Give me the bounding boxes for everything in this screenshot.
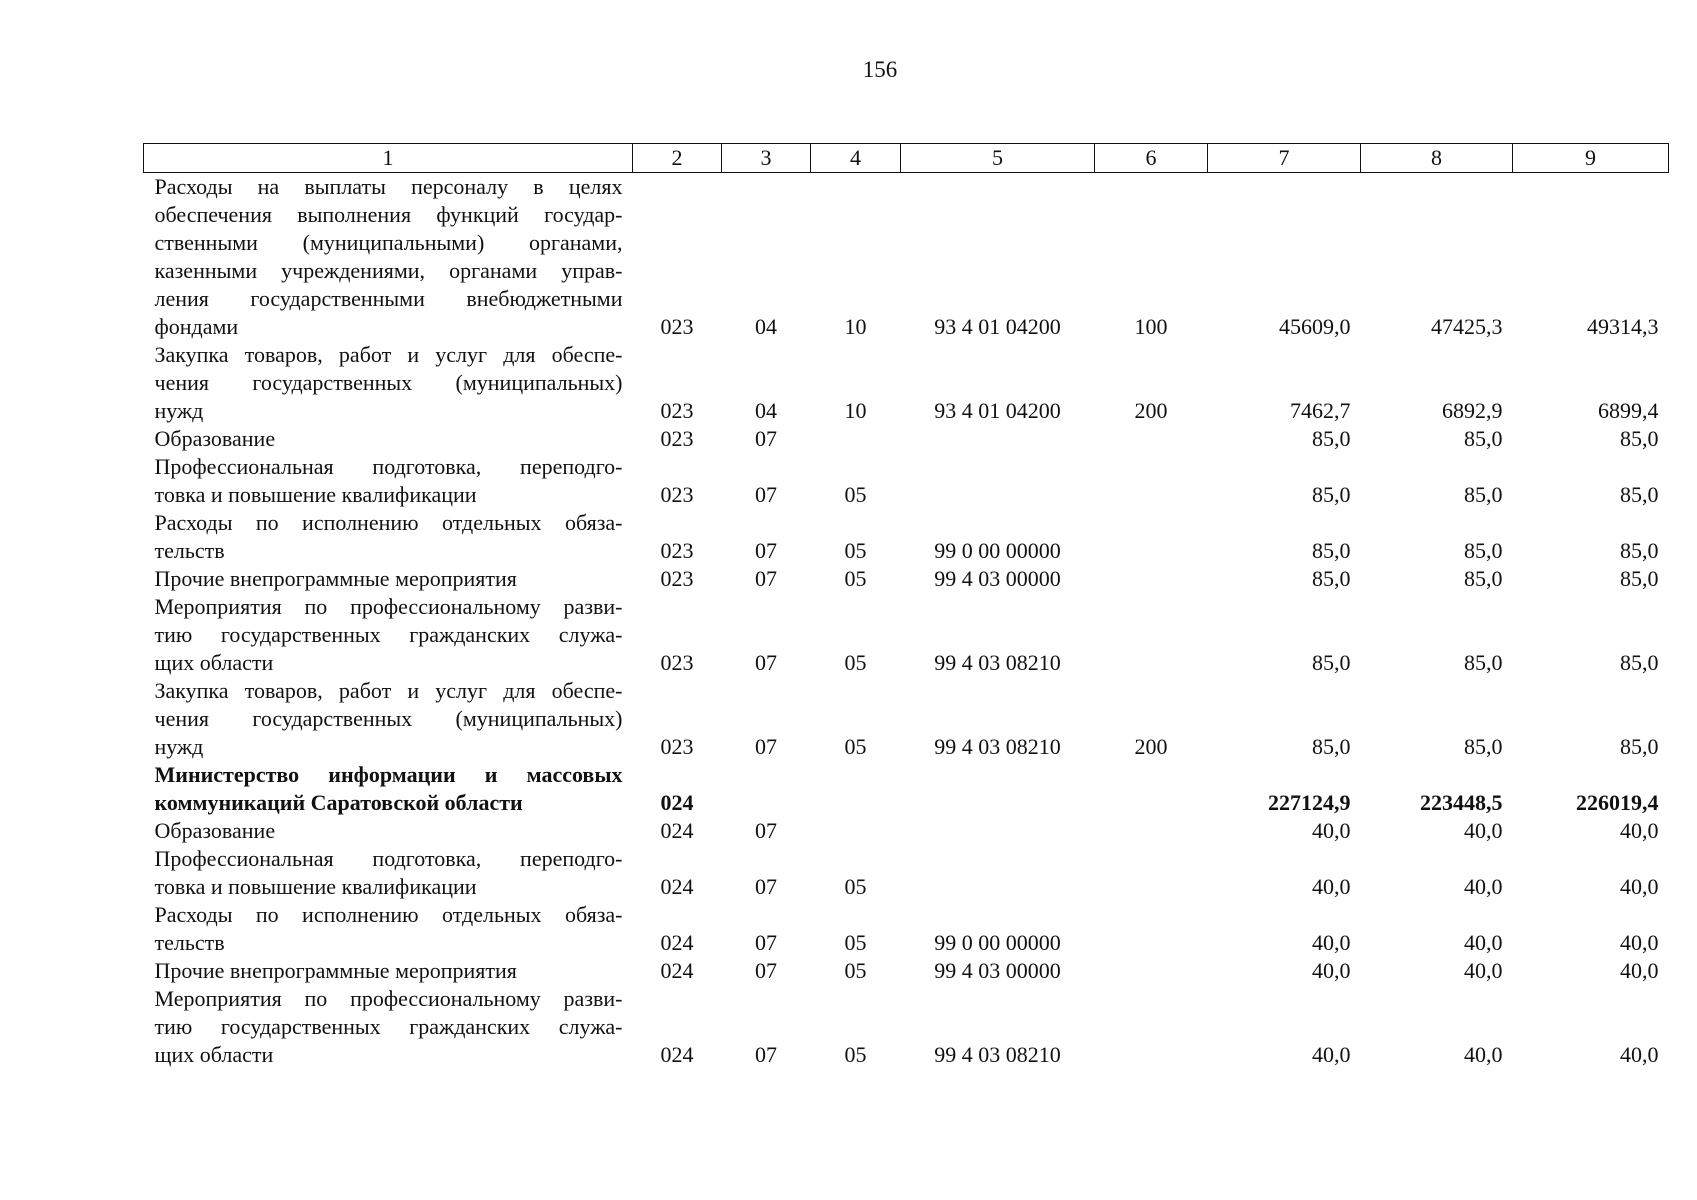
row-name xyxy=(144,565,633,593)
section-code: 07 xyxy=(755,566,777,591)
amount-col-7: 85,0 xyxy=(1312,566,1351,591)
ministry-code: 023 xyxy=(660,650,694,675)
row-name-line: Закупка товаров, работ и услуг для обеспе- xyxy=(154,342,623,367)
section-code: 07 xyxy=(755,426,777,451)
row-name-line: тию государственных гражданских служа- xyxy=(154,1014,623,1039)
row-name xyxy=(144,985,633,1069)
row-name-line: Расходы по исполнению отдельных обяза- xyxy=(154,510,623,535)
column-header-5: 5 xyxy=(901,144,1095,173)
ministry-code: 024 xyxy=(660,874,694,899)
row-name-line: тию государственных гражданских служа- xyxy=(154,622,623,647)
row-name xyxy=(144,761,633,817)
subsection-code: 05 xyxy=(844,566,867,591)
ministry-code: 023 xyxy=(660,426,694,451)
subsection-code xyxy=(811,761,901,817)
header-row xyxy=(144,144,1669,173)
row-name-line: Мероприятия по профессиональному разви- xyxy=(154,594,623,619)
row-name-line: Расходы по исполнению отдельных обяза- xyxy=(154,902,623,927)
amount-col-9: 40,0 xyxy=(1620,930,1659,955)
amount-col-8: 40,0 xyxy=(1464,958,1503,983)
target-article-code: 99 4 03 08210 xyxy=(934,650,1061,675)
target-article-code: 99 4 03 08210 xyxy=(934,734,1061,759)
table-row xyxy=(144,425,1669,453)
target-article-code xyxy=(901,845,1095,901)
subsection-code xyxy=(811,817,901,845)
column-header-2: 2 xyxy=(633,144,722,173)
target-article-code: 99 0 00 00000 xyxy=(934,538,1061,563)
section-code: 07 xyxy=(755,482,777,507)
row-name xyxy=(144,341,633,425)
target-article-code: 99 4 03 00000 xyxy=(934,566,1061,591)
budget-table xyxy=(143,143,1669,1069)
expense-type-code xyxy=(1095,817,1208,845)
row-name-line: нужд xyxy=(154,398,204,423)
amount-col-9: 49314,3 xyxy=(1587,314,1659,339)
amount-col-8: 6892,9 xyxy=(1442,398,1503,423)
expense-type-code xyxy=(1095,509,1208,565)
table-row xyxy=(144,565,1669,593)
amount-col-8: 85,0 xyxy=(1464,426,1503,451)
expense-type-code xyxy=(1095,845,1208,901)
table-row xyxy=(144,173,1669,342)
amount-col-9: 6899,4 xyxy=(1598,398,1659,423)
amount-col-7: 7462,7 xyxy=(1290,398,1351,423)
row-name-line: тельств xyxy=(154,930,225,955)
subsection-code xyxy=(811,425,901,453)
column-header-9: 9 xyxy=(1513,144,1669,173)
row-name-line: Образование xyxy=(154,818,276,843)
amount-col-7: 40,0 xyxy=(1312,930,1351,955)
row-name-line: казенными учреждениями, органами управ- xyxy=(154,258,623,283)
row-name-line: Профессиональная подготовка, переподго- xyxy=(154,454,623,479)
row-name xyxy=(144,509,633,565)
row-name-line: Расходы на выплаты персоналу в целях xyxy=(154,174,623,199)
expense-type-code: 100 xyxy=(1134,314,1168,339)
row-name xyxy=(144,593,633,677)
section-code: 07 xyxy=(755,874,777,899)
row-name-line: ления государственными внебюджетными xyxy=(154,286,623,311)
subsection-code: 05 xyxy=(844,874,867,899)
table-row xyxy=(144,845,1669,901)
target-article-code xyxy=(901,761,1095,817)
column-header-6: 6 xyxy=(1095,144,1208,173)
target-article-code xyxy=(901,817,1095,845)
expense-type-code xyxy=(1095,565,1208,593)
row-name-line: Профессиональная подготовка, переподго- xyxy=(154,846,623,871)
section-code: 07 xyxy=(755,1042,777,1067)
row-name xyxy=(144,677,633,761)
amount-col-8: 85,0 xyxy=(1464,734,1503,759)
table-row xyxy=(144,761,1669,817)
expense-type-code xyxy=(1095,957,1208,985)
section-code: 07 xyxy=(755,538,777,563)
amount-col-9: 40,0 xyxy=(1620,874,1659,899)
amount-col-8: 40,0 xyxy=(1464,930,1503,955)
amount-col-7: 40,0 xyxy=(1312,874,1351,899)
row-name-line: Закупка товаров, работ и услуг для обеспе- xyxy=(154,678,623,703)
amount-col-7: 227124,9 xyxy=(1268,790,1351,815)
amount-col-9: 85,0 xyxy=(1620,650,1659,675)
ministry-code: 023 xyxy=(660,734,694,759)
amount-col-8: 40,0 xyxy=(1464,818,1503,843)
row-name xyxy=(144,453,633,509)
section-code: 07 xyxy=(755,958,777,983)
row-name xyxy=(144,957,633,985)
target-article-code xyxy=(901,453,1095,509)
row-name-line: фондами xyxy=(154,314,239,339)
table-row xyxy=(144,677,1669,761)
row-name-line: щих области xyxy=(154,1042,274,1067)
amount-col-7: 45609,0 xyxy=(1279,314,1351,339)
amount-col-8: 85,0 xyxy=(1464,538,1503,563)
amount-col-8: 85,0 xyxy=(1464,650,1503,675)
expense-type-code: 200 xyxy=(1134,398,1168,423)
amount-col-8: 47425,3 xyxy=(1431,314,1503,339)
column-header-4: 4 xyxy=(811,144,901,173)
amount-col-7: 85,0 xyxy=(1312,482,1351,507)
row-name-line: коммуникаций Саратовской области xyxy=(154,790,523,815)
amount-col-9: 85,0 xyxy=(1620,426,1659,451)
column-header-3: 3 xyxy=(722,144,811,173)
page-number: 156 xyxy=(862,57,898,82)
amount-col-8: 85,0 xyxy=(1464,566,1503,591)
amount-col-9: 226019,4 xyxy=(1576,790,1659,815)
amount-col-7: 85,0 xyxy=(1312,538,1351,563)
amount-col-8: 40,0 xyxy=(1464,1042,1503,1067)
subsection-code: 05 xyxy=(844,958,867,983)
expense-type-code: 200 xyxy=(1134,734,1168,759)
ministry-code: 023 xyxy=(660,538,694,563)
section-code: 07 xyxy=(755,734,777,759)
expense-type-code xyxy=(1095,425,1208,453)
row-name xyxy=(144,817,633,845)
table-row xyxy=(144,957,1669,985)
row-name xyxy=(144,173,633,342)
subsection-code: 05 xyxy=(844,734,867,759)
amount-col-9: 85,0 xyxy=(1620,482,1659,507)
column-header-7: 7 xyxy=(1208,144,1361,173)
ministry-code: 024 xyxy=(660,818,694,843)
amount-col-7: 40,0 xyxy=(1312,958,1351,983)
amount-col-9: 85,0 xyxy=(1620,566,1659,591)
subsection-code: 05 xyxy=(844,538,867,563)
row-name xyxy=(144,425,633,453)
expense-type-code xyxy=(1095,761,1208,817)
ministry-code: 023 xyxy=(660,398,694,423)
row-name-line: Прочие внепрограммные мероприятия xyxy=(154,958,517,983)
subsection-code: 10 xyxy=(844,398,867,423)
ministry-code: 023 xyxy=(660,314,694,339)
subsection-code: 10 xyxy=(844,314,867,339)
amount-col-9: 40,0 xyxy=(1620,1042,1659,1067)
row-name-line: тельств xyxy=(154,538,225,563)
row-name-line: щих области xyxy=(154,650,274,675)
subsection-code: 05 xyxy=(844,650,867,675)
ministry-code: 024 xyxy=(660,958,694,983)
row-name-line: Образование xyxy=(154,426,276,451)
amount-col-8: 40,0 xyxy=(1464,874,1503,899)
ministry-code: 023 xyxy=(660,482,694,507)
column-header-1: 1 xyxy=(144,144,633,173)
table-body xyxy=(144,173,1669,1070)
expense-type-code xyxy=(1095,453,1208,509)
table-row xyxy=(144,985,1669,1069)
target-article-code: 99 0 00 00000 xyxy=(934,930,1061,955)
table-row xyxy=(144,509,1669,565)
section-code: 07 xyxy=(755,930,777,955)
expense-type-code xyxy=(1095,901,1208,957)
row-name xyxy=(144,845,633,901)
section-code xyxy=(722,761,811,817)
target-article-code: 99 4 03 00000 xyxy=(934,958,1061,983)
table-row xyxy=(144,593,1669,677)
row-name-line: чения государственных (муниципальных) xyxy=(154,706,623,731)
target-article-code: 93 4 01 04200 xyxy=(934,398,1061,423)
expense-type-code xyxy=(1095,593,1208,677)
row-name xyxy=(144,901,633,957)
section-code: 04 xyxy=(755,314,777,339)
ministry-code: 024 xyxy=(660,930,694,955)
row-name-line: товка и повышение квалификации xyxy=(154,874,477,899)
table-row xyxy=(144,453,1669,509)
table-row xyxy=(144,901,1669,957)
row-name-line: обеспечения выполнения функций государ- xyxy=(154,202,623,227)
subsection-code: 05 xyxy=(844,482,867,507)
row-name-line: Мероприятия по профессиональному разви- xyxy=(154,986,623,1011)
column-header-8: 8 xyxy=(1361,144,1513,173)
row-name-line: товка и повышение квалификации xyxy=(154,482,477,507)
ministry-code: 024 xyxy=(660,790,694,815)
amount-col-9: 85,0 xyxy=(1620,538,1659,563)
section-code: 07 xyxy=(755,650,777,675)
amount-col-7: 85,0 xyxy=(1312,426,1351,451)
amount-col-8: 85,0 xyxy=(1464,482,1503,507)
section-code: 07 xyxy=(755,818,777,843)
target-article-code xyxy=(901,425,1095,453)
row-name-line: Прочие внепрограммные мероприятия xyxy=(154,566,517,591)
subsection-code: 05 xyxy=(844,1042,867,1067)
row-name-line: ственными (муниципальными) органами, xyxy=(154,230,623,255)
amount-col-7: 85,0 xyxy=(1312,650,1351,675)
amount-col-9: 40,0 xyxy=(1620,818,1659,843)
ministry-code: 023 xyxy=(660,566,694,591)
amount-col-7: 40,0 xyxy=(1312,818,1351,843)
amount-col-7: 40,0 xyxy=(1312,1042,1351,1067)
table-row xyxy=(144,817,1669,845)
section-code: 04 xyxy=(755,398,777,423)
table-row xyxy=(144,341,1669,425)
row-name-line: чения государственных (муниципальных) xyxy=(154,370,623,395)
amount-col-9: 85,0 xyxy=(1620,734,1659,759)
row-name-line: Министерство информации и массовых xyxy=(154,762,623,787)
row-name-line: нужд xyxy=(154,734,204,759)
ministry-code: 024 xyxy=(660,1042,694,1067)
amount-col-9: 40,0 xyxy=(1620,958,1659,983)
target-article-code: 99 4 03 08210 xyxy=(934,1042,1061,1067)
amount-col-8: 223448,5 xyxy=(1420,790,1503,815)
subsection-code: 05 xyxy=(844,930,867,955)
table-header xyxy=(144,144,1669,173)
expense-type-code xyxy=(1095,985,1208,1069)
budget-table-container xyxy=(143,143,1668,1069)
amount-col-7: 85,0 xyxy=(1312,734,1351,759)
target-article-code: 93 4 01 04200 xyxy=(934,314,1061,339)
